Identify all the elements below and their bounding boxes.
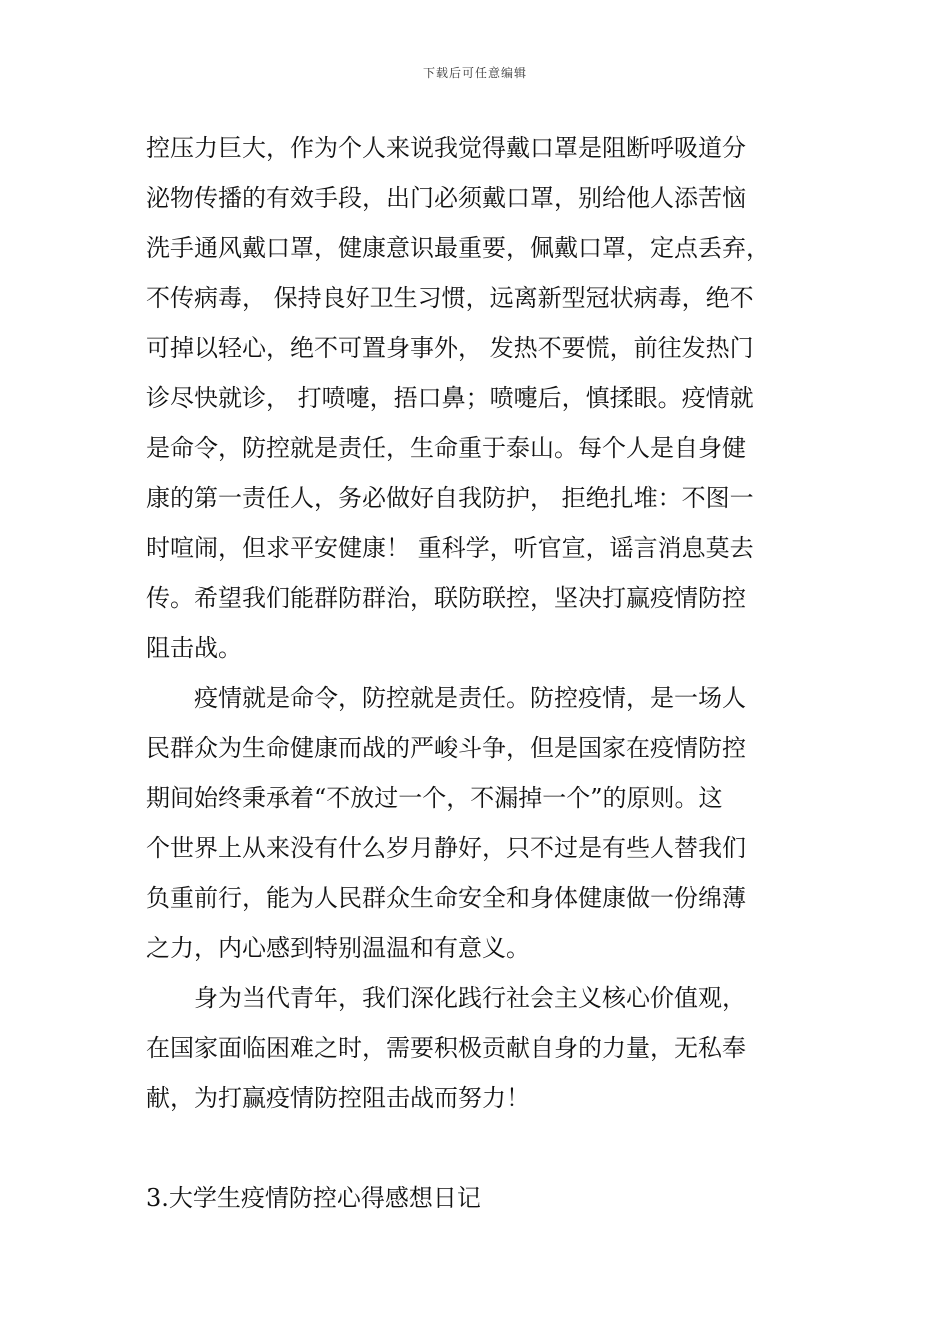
text-line: 负重前行，能为人民群众生命安全和身体健康做一份绵薄	[146, 884, 746, 912]
text-line: 是命令，防控就是责任，生命重于泰山。每个人是自身健	[146, 434, 746, 462]
text-line: 康的第一责任人，务必做好自我防护， 拒绝扎堆：不图一	[146, 484, 754, 512]
text-line: 个世界上从来没有什么岁月静好，只不过是有些人替我们	[146, 834, 746, 862]
text-line: 之力，内心感到特别温温和有意义。	[146, 934, 530, 962]
text-line: 不传病毒， 保持良好卫生习惯，远离新型冠状病毒，绝不	[146, 284, 754, 312]
text-line: 可掉以轻心，绝不可置身事外， 发热不要慌，前往发热门	[146, 334, 754, 362]
text-line: 诊尽快就诊， 打喷嚏，捂口鼻；喷嚏后，慎揉眼。疫情就	[146, 384, 754, 412]
document-body	[146, 123, 836, 1223]
page-header: 下载后可任意编辑	[422, 66, 527, 80]
text-line: 时喧闹，但求平安健康！ 重科学，听官宣，谣言消息莫去	[146, 534, 754, 562]
text-line: 在国家面临困难之时，需要积极贡献自身的力量，无私奉	[146, 1034, 746, 1062]
section-heading: 3.大学生疫情防控心得感想日记	[146, 1184, 481, 1212]
text-line: 期间始终秉承着“不放过一个，不漏掉一个”的原则。这	[146, 784, 723, 812]
blank-line	[146, 1123, 836, 1173]
text-line: 控压力巨大，作为个人来说我觉得戴口罩是阻断呼吸道分	[146, 134, 746, 162]
text-line: 献，为打赢疫情防控阻击战而努力！	[146, 1084, 530, 1112]
text-line: 疫情就是命令，防控就是责任。防控疫情，是一场人	[146, 684, 746, 712]
text-line: 民群众为生命健康而战的严峻斗争，但是国家在疫情防控	[146, 734, 746, 762]
text-line: 身为当代青年，我们深化践行社会主义核心价值观，	[146, 984, 746, 1012]
text-line: 传。希望我们能群防群治，联防联控，坚决打赢疫情防控	[146, 584, 746, 612]
text-line: 阻击战。	[146, 634, 242, 662]
text-line: 泌物传播的有效手段，出门必须戴口罩，别给他人添苦恼	[146, 184, 746, 212]
text-line: 洗手通风戴口罩，健康意识最重要，佩戴口罩，定点丢弃，	[146, 234, 770, 262]
